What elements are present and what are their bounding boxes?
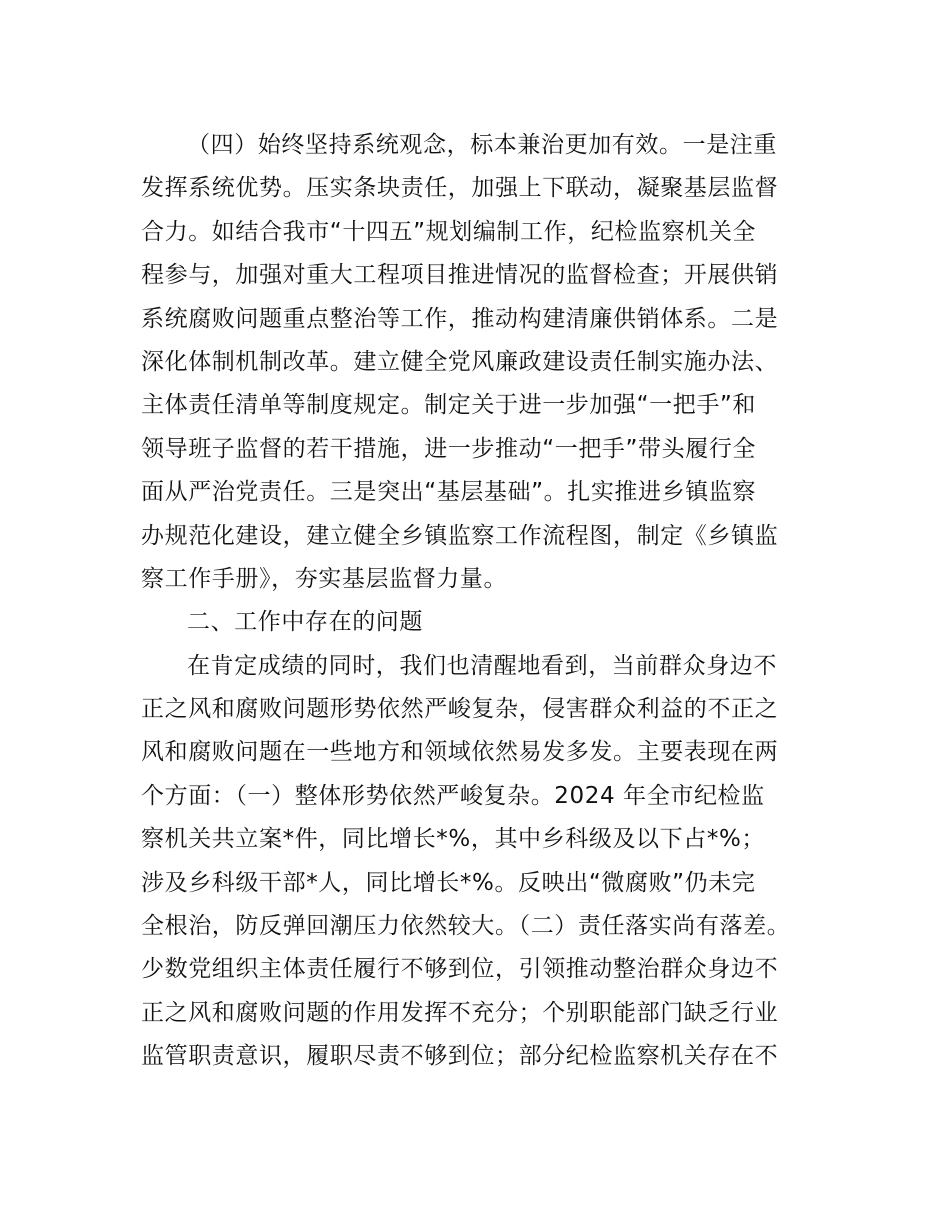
paragraph-line: 监管职责意识，履职尽责不够到位；部分纪检监察机关存在不 bbox=[141, 1043, 779, 1070]
paragraph-line: 深化体制机制改革。建立健全党风廉政建设责任制实施办法、 bbox=[141, 348, 779, 375]
paragraph-line: 在肯定成绩的同时，我们也清醒地看到，当前群众身边不 bbox=[187, 652, 777, 679]
paragraph-line: 办规范化建设，建立健全乡镇监察工作流程图，制定《乡镇监 bbox=[141, 522, 779, 549]
paragraph-line: 发挥系统优势。压实条块责任，加强上下联动，凝聚基层监督 bbox=[141, 175, 779, 202]
paragraph-line: 面从严治党责任。三是突出“基层基础”。扎实推进乡镇监察 bbox=[141, 479, 757, 506]
paragraph-line: 合力。如结合我市“十四五”规划编制工作，纪检监察机关全 bbox=[141, 218, 757, 245]
paragraph-line: 主体责任清单等制度规定。制定关于进一步加强“一把手”和 bbox=[141, 392, 757, 419]
paragraph-line: 察机关共立案*件，同比增长*%，其中乡科级及以下占*%； bbox=[141, 826, 766, 853]
document-body bbox=[141, 124, 821, 1079]
paragraph-line: 涉及乡科级干部*人，同比增长*%。反映出“微腐败”仍未完 bbox=[141, 869, 756, 896]
paragraph-line: 正之风和腐败问题形势依然严峻复杂，侵害群众利益的不正之 bbox=[141, 696, 779, 723]
paragraph-line: 程参与，加强对重大工程项目推进情况的监督检查；开展供销 bbox=[141, 262, 779, 289]
paragraph-line: 个方面：（一）整体形势依然严峻复杂。2024 年全市纪检监 bbox=[141, 782, 765, 809]
section-heading: 二、工作中存在的问题 bbox=[187, 609, 423, 636]
paragraph-line: 领导班子监督的若干措施，进一步推动“一把手”带头履行全 bbox=[141, 435, 757, 462]
paragraph-line: 少数党组织主体责任履行不够到位，引领推动整治群众身边不 bbox=[141, 956, 779, 983]
paragraph-line: 风和腐败问题在一些地方和领域依然易发多发。主要表现在两 bbox=[141, 739, 779, 766]
paragraph-line: 察工作手册》，夯实基层监督力量。 bbox=[141, 565, 508, 592]
paragraph-line: （四）始终坚持系统观念，标本兼治更加有效。一是注重 bbox=[187, 132, 777, 158]
paragraph-line: 系统腐败问题重点整治等工作，推动构建清廉供销体系。二是 bbox=[141, 305, 779, 332]
paragraph-line: 全根治，防反弹回潮压力依然较大。（二）责任落实尚有落差。 bbox=[141, 913, 791, 940]
paragraph-line: 正之风和腐败问题的作用发挥不充分；个别职能部门缺乏行业 bbox=[141, 999, 779, 1026]
